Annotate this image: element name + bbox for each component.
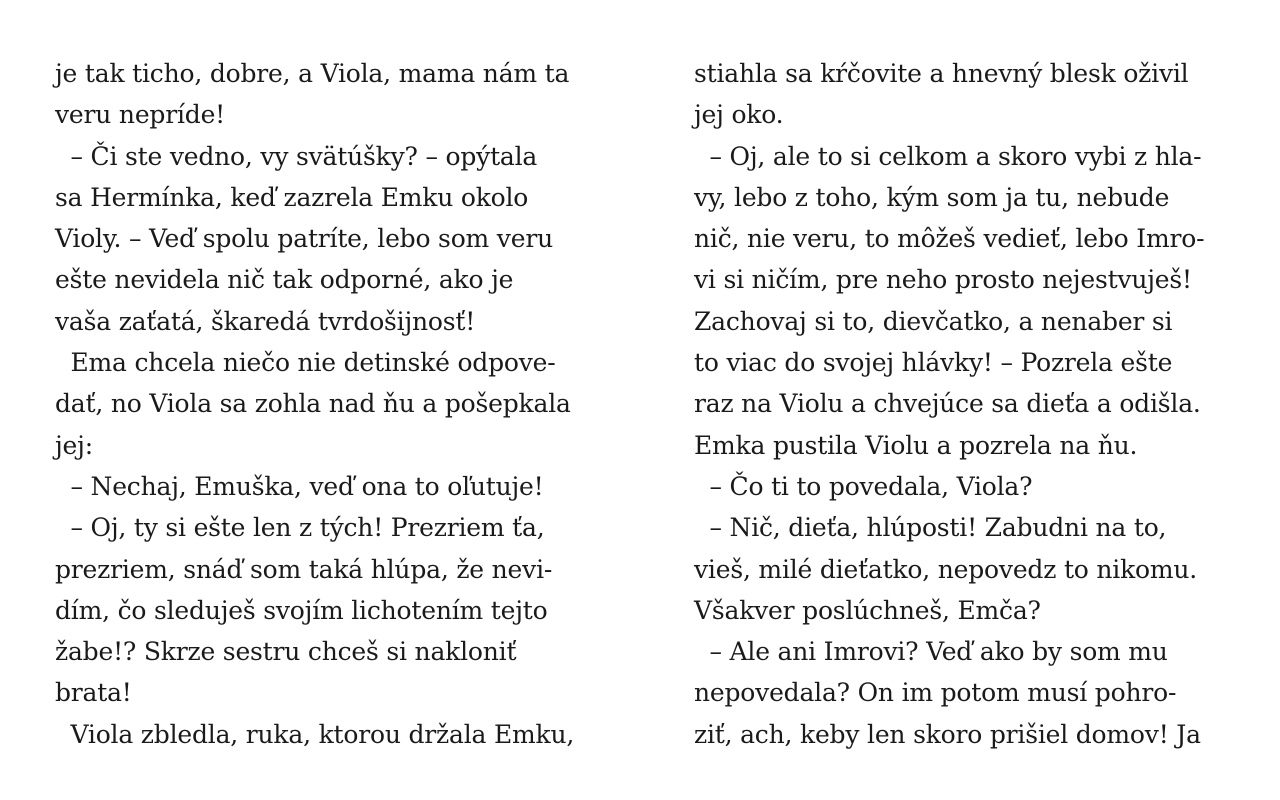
left-page-text-line: Violy. – Veď spolu patríte, lebo som veru — [55, 224, 553, 254]
right-page-text-line: Všakver poslúchneš, Emča? — [694, 595, 1041, 625]
left-page-text-line: dať, no Viola sa zohla nad ňu a pošepkala — [55, 389, 571, 419]
left-page-text-line: prezriem, snáď som taká hlúpa, že nevi- — [55, 554, 553, 584]
left-page-text-line: žabe!? Skrze sestru chceš si nakloniť — [55, 637, 517, 667]
right-page-text-line: – Nič, dieťa, hlúposti! Zabudni na to, — [694, 513, 1167, 543]
right-page-text-line: – Oj, ale to si celkom a skoro vybi z hla- — [694, 141, 1202, 171]
right-page-text-line: stiahla sa kŕčovite a hnevný blesk oživil — [694, 59, 1189, 88]
right-page-text-line: vi si ničím, pre neho prosto nejestvuješ! — [694, 265, 1192, 295]
left-page-text-line: ešte nevidela nič tak odporné, ako je — [55, 265, 514, 295]
left-page-text-line: – Nechaj, Emuška, veď ona to oľutuje! — [55, 471, 544, 501]
left-page-text-line: dím, čo sleduješ svojím lichotením tejto — [55, 595, 548, 625]
left-page-text-line: – Či ste vedno, vy svätúšky? – opýtala — [55, 141, 538, 171]
left-page-text-line: – Oj, ty si ešte len z tých! Prezriem ťa, — [55, 513, 545, 543]
right-page-text-line: Zachovaj si to, dievčatko, a nenaber si — [694, 306, 1173, 336]
left-page-text-line: Viola zbledla, ruka, ktorou držala Emku, — [55, 719, 575, 749]
right-page-text-line: nič, nie veru, to môžeš vedieť, lebo Imro- — [694, 224, 1205, 254]
right-page-text-line: jej oko. — [694, 100, 784, 130]
right-page-text-line: vieš, milé dieťatko, nepovedz to nikomu. — [694, 554, 1198, 584]
left-page-text-line: sa Hermínka, keď zazrela Emku okolo — [55, 182, 529, 212]
left-page-text-line: jej: — [55, 430, 93, 460]
right-page-column — [694, 53, 1254, 755]
left-page-text-line: veru nepríde! — [55, 100, 226, 130]
right-page-text-line: ziť, ach, keby len skoro prišiel domov! Ja — [694, 719, 1201, 749]
right-page-text-line: raz na Violu a chvejúce sa dieťa a odišla. — [694, 389, 1201, 419]
left-page-text-line: brata! — [55, 678, 132, 708]
left-page-text-line: vaša zaťatá, škaredá tvrdošijnosť! — [55, 306, 476, 336]
right-page-text-line: Emka pustila Violu a pozrela na ňu. — [694, 430, 1138, 460]
right-page-text-line: vy, lebo z toho, kým som ja tu, nebude — [694, 182, 1170, 212]
right-page-text-line: – Čo ti to povedala, Viola? — [694, 471, 1033, 501]
right-page-text-line: nepovedala? On im potom musí pohro- — [694, 678, 1177, 708]
right-page-text-line: – Ale ani Imrovi? Veď ako by som mu — [694, 637, 1168, 667]
left-page-column — [55, 53, 615, 755]
left-page-text-line: je tak ticho, dobre, a Viola, mama nám ta — [55, 59, 570, 88]
right-page-text-line: to viac do svojej hlávky! – Pozrela ešte — [694, 348, 1173, 378]
left-page-text-line: Ema chcela niečo nie detinské odpove- — [55, 348, 556, 378]
